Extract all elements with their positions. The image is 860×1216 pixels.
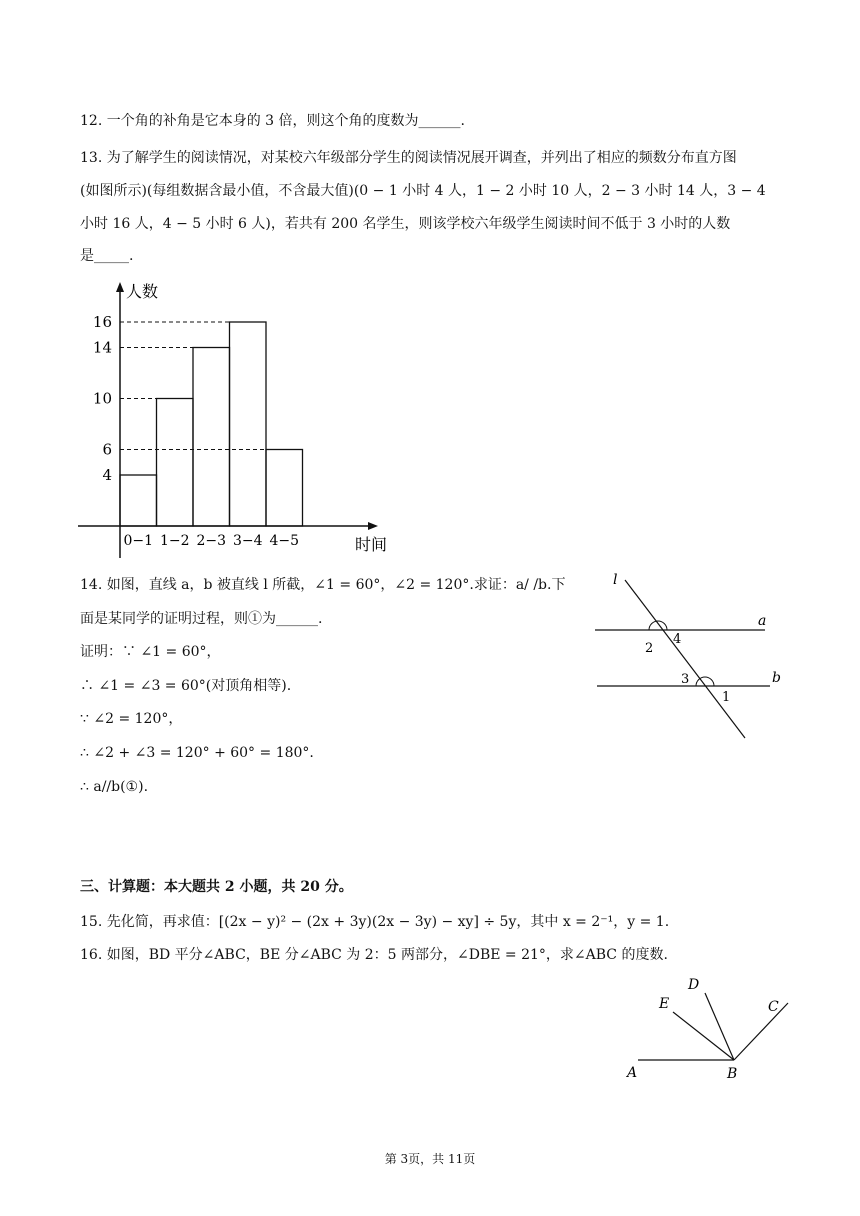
x-tick-label: 0−1 [123, 533, 154, 549]
x-tick-label: 1−2 [159, 533, 190, 549]
question-15: 15. 先化简，再求值：[(2x − y)² − (2x + 3y)(2x − 3y) − xy] ÷ 5y，其中 x = 2⁻¹，y = 1. [80, 914, 670, 930]
question-14-line-2: 面是某同学的证明过程，则①为______. [80, 611, 323, 627]
proof-line: ∴ ∠2 + ∠3 = 120° + 60° = 180°. [80, 745, 314, 761]
label-E: E [659, 996, 670, 1012]
y-axis-label: 人数 [126, 282, 159, 301]
histogram-bar [266, 450, 303, 527]
question-16: 16. 如图，BD 平分∠ABC，BE 分∠ABC 为 2：5 两部分，∠DBE = 21°，求∠ABC 的度数. [80, 947, 668, 963]
label-angle-1: 1 [722, 690, 731, 705]
label-l: l [613, 572, 618, 588]
parallel-lines-figure [585, 570, 795, 749]
page-footer: 第 3页，共 11页 [384, 1152, 476, 1166]
histogram-bar [193, 348, 230, 527]
angle-arc [649, 621, 667, 630]
question-13-line-3: 小时 16 人，4 − 5 小时 6 人)，若共有 200 名学生，则该学校六年级学生阅读时间不低于 3 小时的人数 [80, 216, 731, 232]
label-angle-4: 4 [673, 632, 682, 647]
ray-BC [734, 1003, 788, 1060]
label-D: D [688, 977, 700, 993]
histogram [60, 280, 400, 569]
label-a: a [758, 613, 767, 629]
histogram-bar [157, 399, 194, 527]
label-A: A [627, 1065, 638, 1081]
y-tick-label: 10 [92, 389, 112, 408]
label-b: b [772, 670, 781, 686]
section-3-heading: 三、计算题：本大题共 2 小题，共 20 分。 [80, 879, 353, 895]
ray-BD [705, 993, 734, 1060]
x-axis-arrow [368, 522, 378, 530]
label-B: B [727, 1066, 738, 1082]
y-tick-label: 4 [102, 466, 112, 484]
proof-line: ∴ a//b(①). [80, 779, 149, 795]
y-tick-label: 6 [102, 440, 112, 459]
proof-line: ∵ ∠2 = 120°， [80, 711, 183, 727]
question-12: 12. 一个角的补角是它本身的 3 倍，则这个角的度数为______. [80, 113, 465, 129]
histogram-bar [230, 322, 267, 526]
angle-bisector-figure [610, 965, 810, 1089]
ray-BE [673, 1012, 734, 1060]
question-13-line-2: (如图所示)(每组数据含最小值，不含最大值)(0 − 1 小时 4 人，1 − 2 小时 10 人，2 − 3 小时 14 人，3 − 4 [80, 183, 766, 199]
x-tick-label: 4−5 [269, 533, 300, 549]
line-l [625, 580, 745, 738]
proof-line: 证明：∵ ∠1 = 60°， [80, 644, 221, 660]
y-tick-label: 16 [92, 313, 112, 331]
question-13-line-4: 是_____. [80, 248, 134, 264]
x-tick-label: 3−4 [232, 533, 263, 549]
x-tick-label: 2−3 [196, 533, 227, 549]
y-tick-label: 14 [92, 338, 112, 357]
histogram-svg [60, 280, 400, 565]
proof-line: ∴ ∠1 = ∠3 = 60°(对顶角相等). [80, 678, 292, 694]
question-14-line-1: 14. 如图，直线 a，b 被直线 l 所截，∠1 = 60°，∠2 = 120°.求证：a/ /b.下 [80, 577, 566, 593]
y-axis-arrow [116, 282, 124, 292]
question-13-line-1: 13. 为了解学生的阅读情况，对某校六年级部分学生的阅读情况展开调查，并列出了相应的频数分布直方图 [80, 150, 737, 166]
histogram-bar [120, 475, 157, 526]
label-angle-2: 2 [645, 641, 654, 656]
x-axis-label: 时间 [355, 535, 388, 554]
label-C: C [768, 999, 779, 1015]
label-angle-3: 3 [681, 672, 690, 687]
